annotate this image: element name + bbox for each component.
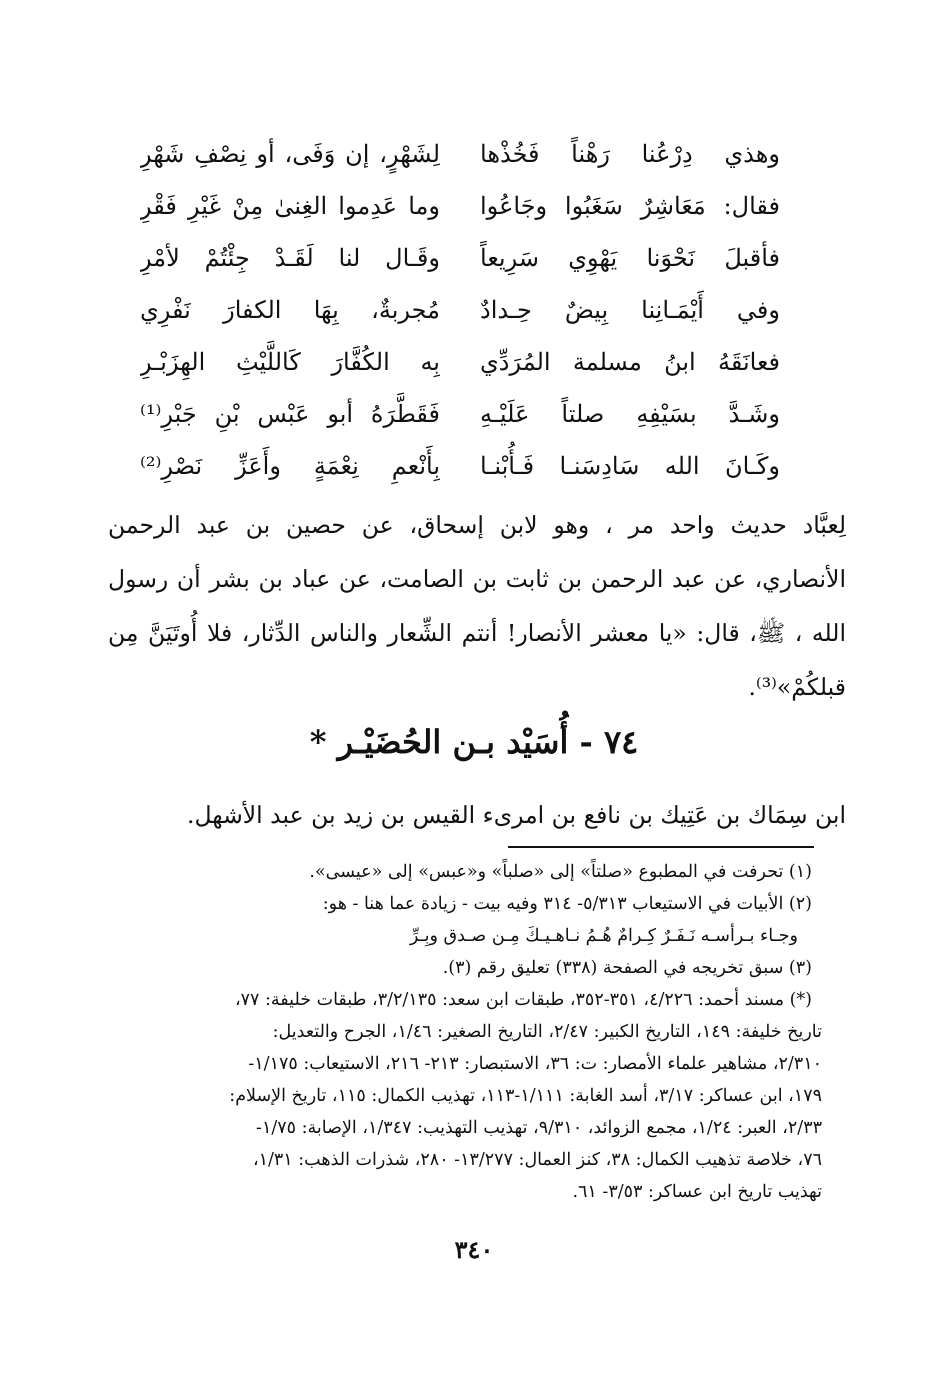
poem-verse xyxy=(140,128,780,180)
verse-second-hemistich: مُجربةٌ، بِهَا الكفارَ نَفْرِي xyxy=(140,296,440,324)
poem-verse xyxy=(140,232,780,284)
footnote-star-line: ١٧٩، ابن عساكر: ٣/١٧، أسد الغابة: ١/١١١-١١٣، تهذيب الكمال: ١١٥، تاريخ الإسلام: xyxy=(229,1086,822,1106)
section-heading: ٧٤ - أُسَيْد بـن الحُضَيْـر * xyxy=(309,723,639,761)
verse-first-hemistich: فأقبلَ نَحْوَنا يَهْوِي سَرِيعاً xyxy=(480,244,780,272)
prose-line: الأنصاري، عن عبد الرحمن بن ثابت بن الصامت، عن عباد بن بشر أن رسول xyxy=(108,565,846,593)
verse-first-hemistich: فقال: مَعَاشِرٌ سَغَبُوا وجَاعُوا xyxy=(480,192,780,220)
footnote-star-line: (*) مسند أحمد: ٤/٢٢٦، ٣٥١-٣٥٢، طبقات ابن سعد: ٣/٢/١٣٥، طبقات خليفة: ٧٧، xyxy=(235,990,812,1010)
footnote-2-verse: وجـاء بـرأسـه نَـفَـرٌ كِـرامٌ هُـمُ نـاهـيـكَ مِـن صـدق وبِـرِّ xyxy=(409,926,798,946)
footnote-2: (٢) الأبيات في الاستيعاب ٥/٣١٣- ٣١٤ وفيه بيت - زيادة عما هنا - هو: xyxy=(322,894,812,914)
verse-second-hemistich: لِشَهْرٍ، إن وَفَى، أو نِصْفِ شَهْرِ xyxy=(140,140,440,168)
footnote-star-line: ٢/٣٣، العبر: ١/٢٤، مجمع الزوائد، ٩/٣١٠، تهذيب التهذيب: ١/٣٤٧، الإصابة: ١/٧٥- xyxy=(256,1118,822,1138)
footnotes xyxy=(100,856,822,1208)
verse-second-hemistich: بِأَنْعمِ نِعْمَةٍ وأَعَزِّ نَصْرِ⁽²⁾ xyxy=(140,452,440,480)
verse-first-hemistich: فعانَقَهُ ابنُ مسلمة المُرَدِّي xyxy=(480,348,780,376)
verse-second-hemistich: فَقَطَّرَهُ أبو عَبْس بْنِ جَبْرِ⁽¹⁾ xyxy=(140,400,440,428)
verse-first-hemistich: وفي أَيْمَـانِنا بِيضٌ حِـدادٌ xyxy=(480,296,780,324)
footnote-star-line: ٧٦، خلاصة تذهيب الكمال: ٣٨، كنز العمال: ١٣/٢٧٧- ٢٨٠، شذرات الذهب: ١/٣١، xyxy=(252,1150,822,1170)
prose-line: الله ، ﷺ، قال: «يا معشر الأنصار! أنتم الشِّعار والناس الدِّثار، فلا أُوتَيَنَّ مِن xyxy=(108,619,846,647)
verse-second-hemistich: وقَـال لنا لَقَـدْ جِئْتُمْ لأمْرِ xyxy=(140,244,440,272)
footnote-star-line: تهذيب تاريخ ابن عساكر: ٣/٥٣- ٦١. xyxy=(572,1182,822,1202)
poem-verse xyxy=(140,180,780,232)
verse-first-hemistich: وهذي دِرْعُنا رَهْناً فَخُذْها xyxy=(480,140,780,168)
verse-second-hemistich: بِه الكُفَّارَ كَاللَّيْثِ الهِزَبْـرِ xyxy=(140,348,440,376)
poem-verse xyxy=(140,284,780,336)
lineage-text: ابن سِمَاك بن عَتِيك بن نافع بن امرىء القيس بن زيد بن عبد الأشهل. xyxy=(186,801,846,829)
footnote-divider xyxy=(508,846,814,848)
prose-paragraph xyxy=(108,498,846,714)
verse-second-hemistich: وما عَدِموا الغِنىٰ مِنْ غَيْرِ فَقْرِ xyxy=(140,192,440,220)
footnote-3: (٣) سبق تخريجه في الصفحة (٣٣٨) تعليق رقم (٣). xyxy=(442,958,812,978)
verse-first-hemistich: وكَـانَ الله سَادِسَنـا فَـأُبْنـا xyxy=(480,452,780,480)
verse-first-hemistich: وشَـدَّ بسَيْفِهِ صلتاً عَلَيْـهِ xyxy=(480,400,780,428)
poem-verse xyxy=(140,440,780,492)
footnote-1: (١) تحرفت في المطبوع «صلتاً» إلى «صلباً» و«عبس» إلى «عيسى». xyxy=(309,862,812,882)
page-number: ٣٤٠ xyxy=(454,1235,494,1264)
poem-verse xyxy=(140,336,780,388)
poem xyxy=(140,128,780,492)
prose-line: لِعبَّاد حديث واحد مر ، وهو لابن إسحاق، عن حصين بن عبد الرحمن xyxy=(108,511,846,539)
poem-verse xyxy=(140,388,780,440)
prose-line: قبلكُمْ»⁽³⁾. xyxy=(748,673,846,701)
footnote-star-line: تاريخ خليفة: ١٤٩، التاريخ الكبير: ٢/٤٧، التاريخ الصغير: ١/٤٦، الجرح والتعديل: xyxy=(272,1022,822,1042)
footnote-star-line: ٢/٣١٠، مشاهير علماء الأمصار: ت: ٣٦، الاستبصار: ٢١٣- ٢١٦، الاستيعاب: ١/١٧٥- xyxy=(248,1054,822,1074)
